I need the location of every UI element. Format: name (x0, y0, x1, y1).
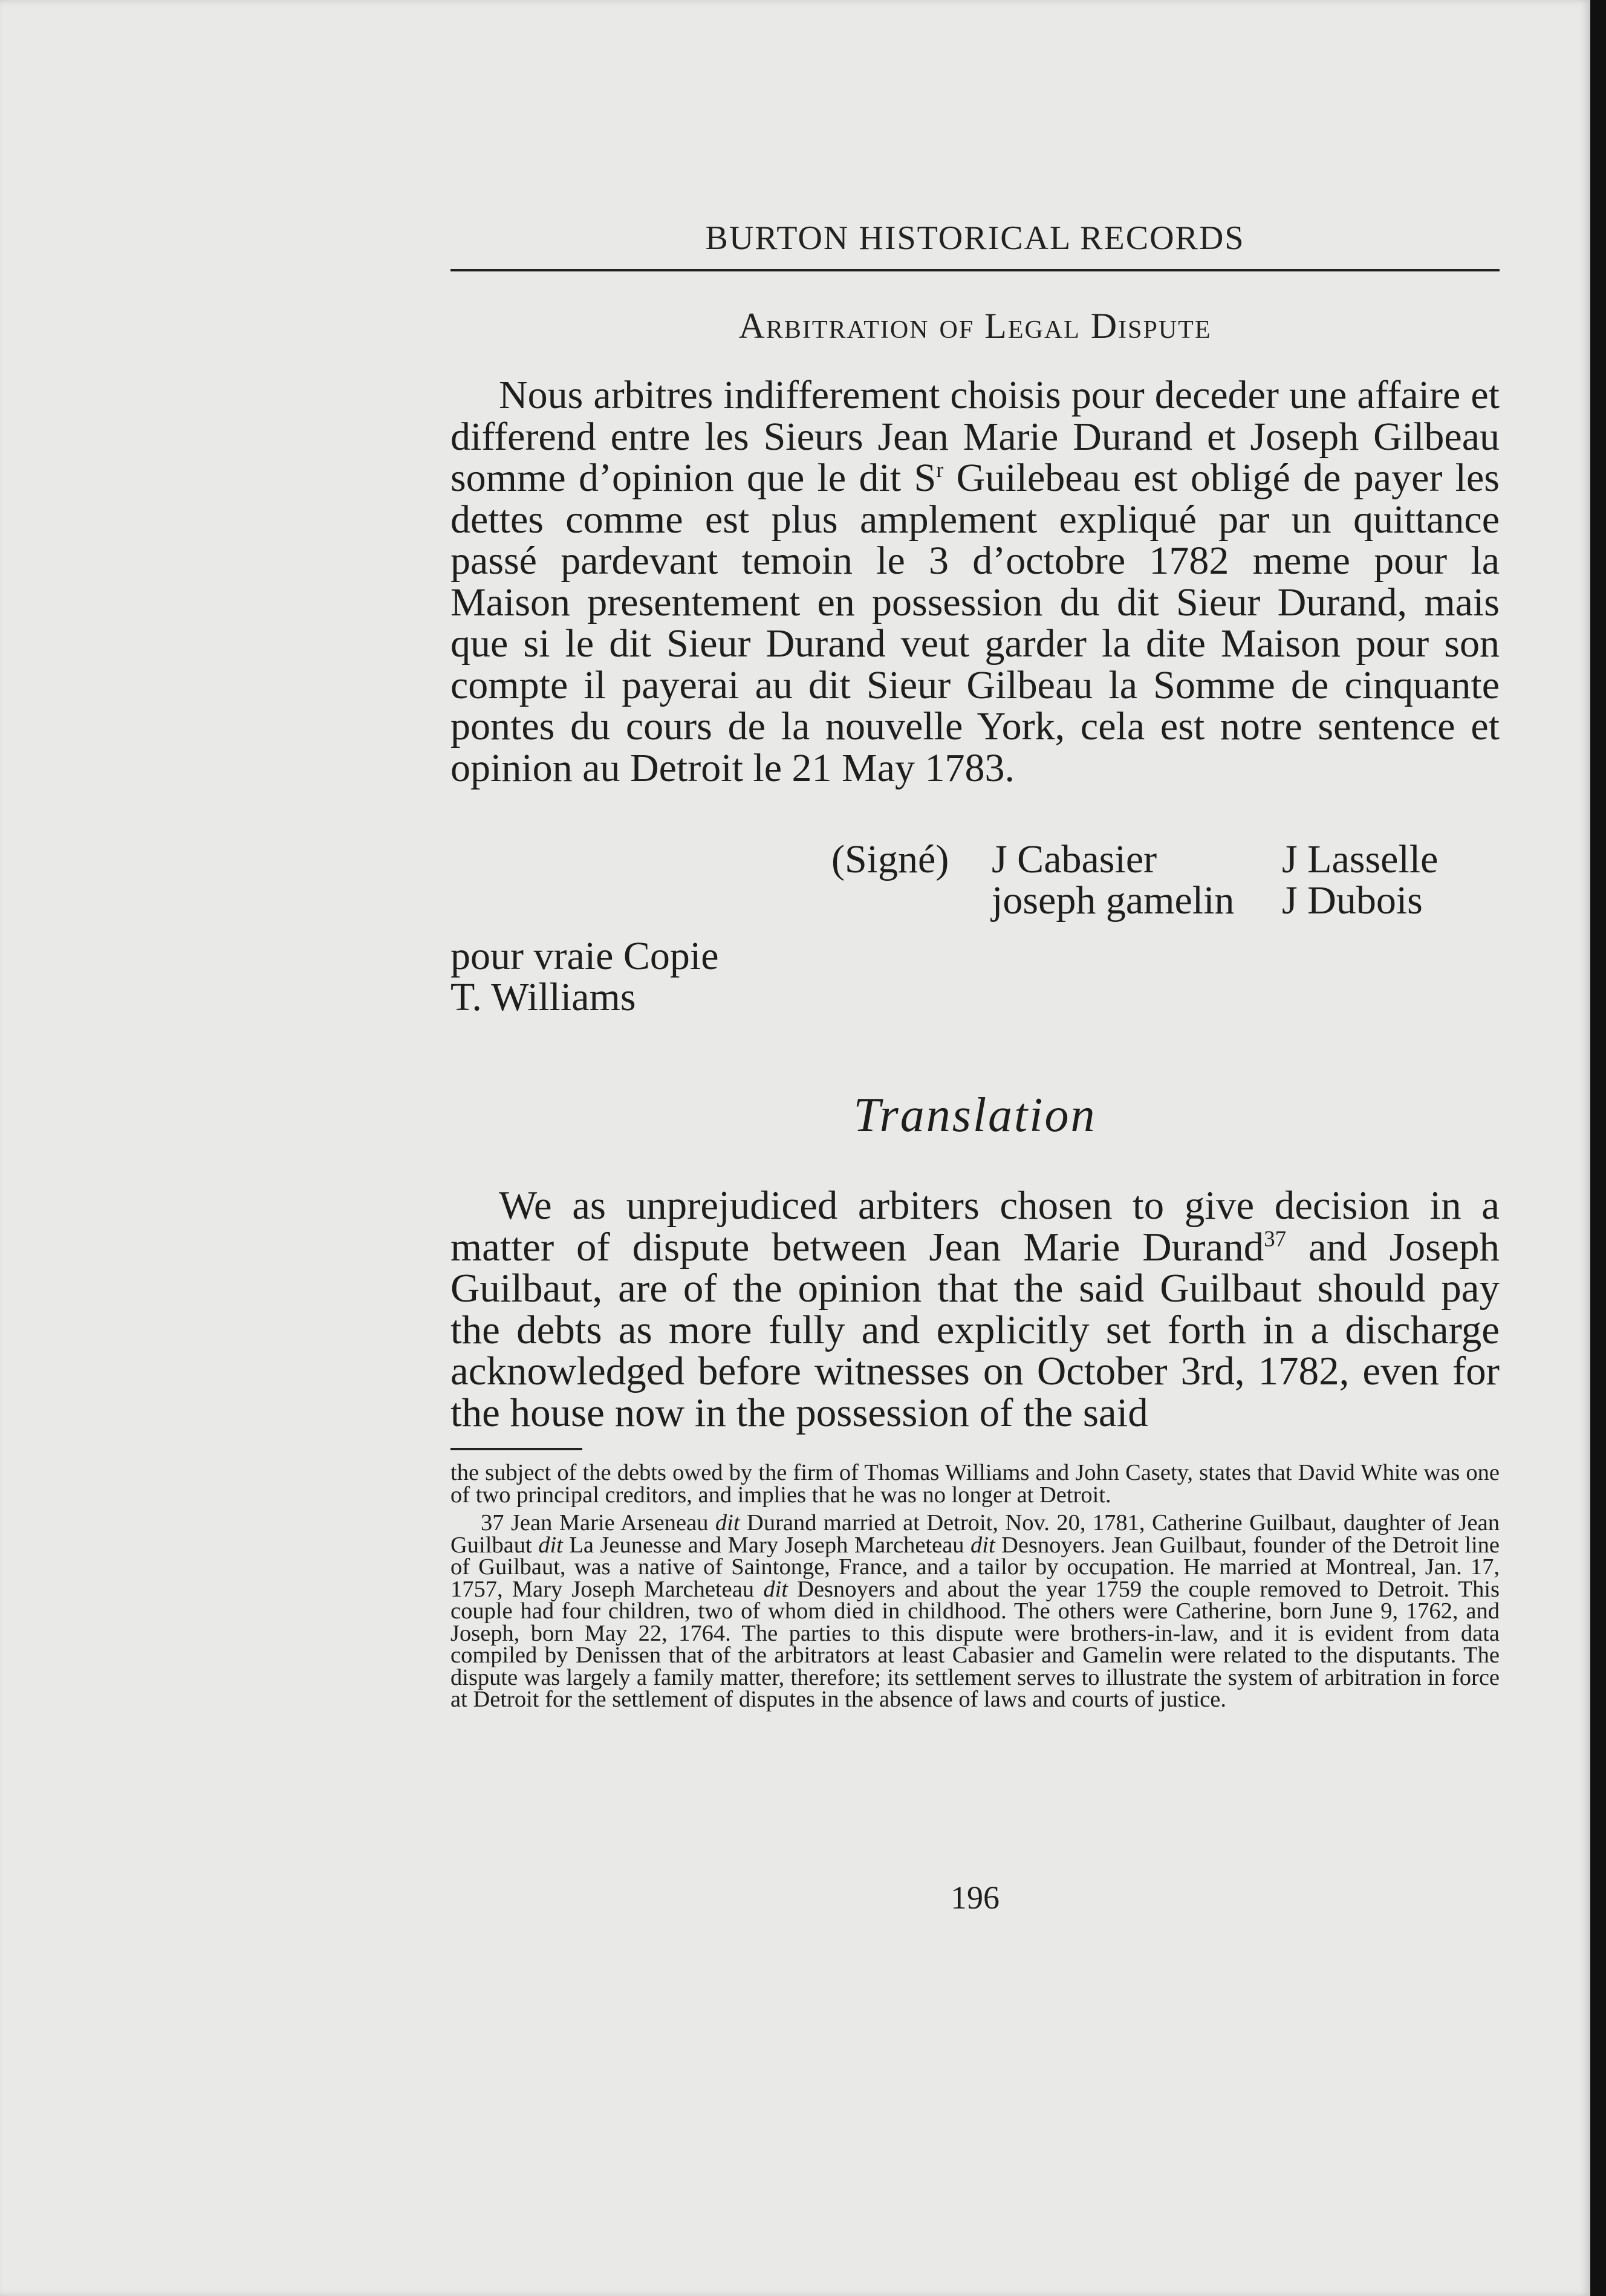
signature-cabasier: J Cabasier (992, 837, 1157, 881)
fn37-dit: dit (715, 1510, 740, 1536)
running-head: BURTON HISTORICAL RECORDS (705, 219, 1245, 257)
fn37-text: Desnoyers. Jean Guilbaut, founder of the Detroit line of Guilbaut, was a native of Saintonge, France, and a tailor by occupation. He married at Montreal, Jan. 17, 1757, Mary Joseph Marcheteau (450, 1532, 1500, 1602)
fn37-text: La Jeunesse and Mary Joseph Marcheteau (562, 1532, 971, 1558)
french-text-1: Nous arbitres indifferement choisis pour deceder une affaire et differend entre les Sieurs Jean Marie Durand et Joseph Gilbeau somme d’opinion que le dit S (450, 373, 1500, 500)
copy-note-line: pour vraie Copie (450, 934, 719, 978)
fn37-dit: dit (970, 1532, 995, 1558)
footnote-continuation: the subject of the debts owed by the firm of Thomas Williams and John Casety, states that David White was one of two principal creditors, and implies that he was no longer at Detroit. (450, 1460, 1500, 1508)
true-copy-note (450, 936, 719, 1018)
english-text-2: and Joseph Guilbaut, are of the opinion that the said Guilbaut should pay the debts as more fully and explicitly set forth in a discharge acknowledged before witnesses on October 3rd, 1782, even for the house now in the possession of the said (450, 1224, 1500, 1435)
english-text-1: We as unprejudiced arbiters chosen to give decision in a matter of dispute between Jean Marie Durand (450, 1183, 1500, 1270)
scan-edge (1590, 0, 1606, 2296)
translation-title: Translation (853, 1089, 1097, 1142)
signed-label: (Signé) (831, 837, 949, 881)
footnotes (450, 1462, 1500, 1711)
footnote-ref-37: 37 (1264, 1226, 1287, 1251)
fn37-dit: dit (538, 1532, 563, 1558)
copy-note-signer: T. Williams (450, 975, 636, 1019)
signature-lasselle: J Lasselle (1282, 837, 1439, 881)
section-title: Arbitration of Legal Dispute (738, 306, 1212, 346)
signature-dubois: J Dubois (1282, 878, 1423, 923)
footnote-rule (450, 1448, 582, 1450)
french-text-2: Guilebeau est obligé de payer les dettes comme est plus amplement expliqué par un quittance passé pardevant temoin le 3 d’octobre 1782 meme pour la Maison presentement en possession du dit Sieur Durand, mais que si le dit Sieur Durand veut garder la dite Maison pour son compte il payerai au dit Sieur Gilbeau la Somme de cinquante pontes du cours de la nouvelle York, cela est notre sentence et opinion au Detroit le 21 May 1783. (450, 456, 1500, 790)
page-number: 196 (951, 1879, 1000, 1916)
french-paragraph (450, 375, 1500, 789)
header-rule (450, 269, 1500, 271)
fn37-text: Durand married at Detroit, Nov. 20, 1781, Catherine Guilbaut, daughter of Jean Guilbaut (450, 1510, 1500, 1558)
fn37-text: Desnoyers and about the year 1759 the couple removed to Detroit. This couple had four children, two of whom died in childhood. The others were Catherine, born June 9, 1762, and Joseph, born May 22, 1764. The parties to this dispute were brothers-in-law, and it is evident from data compiled by Denissen that of the arbitrators at least Cabasier and Gamelin were related to the disputants. The dispute was largely a family matter, therefore; its settlement serves to illustrate the system of arbitration in force at Detroit for the settlement of disputes in the absence of laws and courts of justice. (450, 1576, 1500, 1712)
fn37-dit: dit (763, 1576, 788, 1602)
french-superscript: r (936, 458, 944, 482)
fn37-text: 37 Jean Marie Arseneau (481, 1510, 715, 1536)
footnote-37 (450, 1512, 1500, 1711)
signature-gamelin: joseph gamelin (992, 878, 1235, 923)
english-paragraph (450, 1185, 1500, 1433)
